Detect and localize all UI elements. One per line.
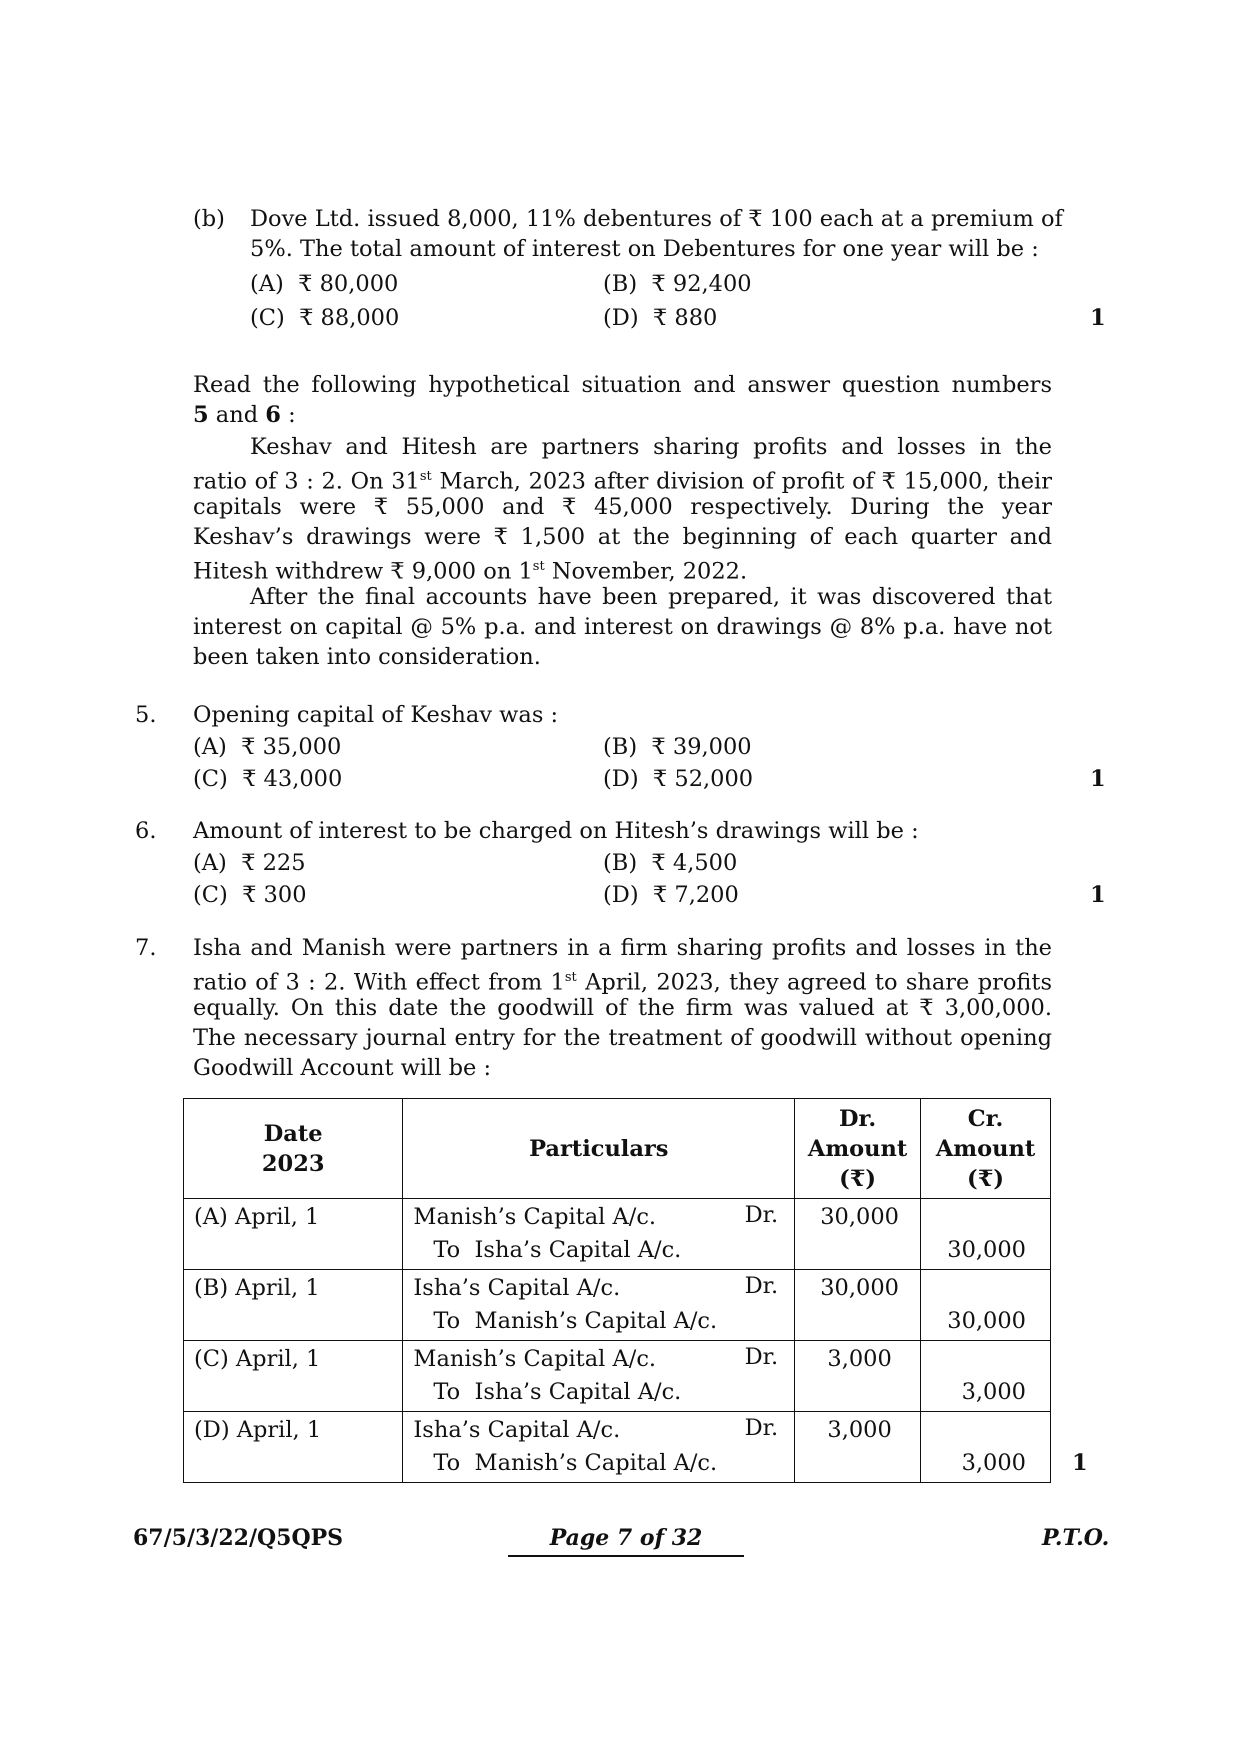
page-number: Page 7 of 32	[508, 1525, 744, 1557]
option-d: (D) ₹ 52,000	[603, 766, 754, 792]
case-paragraph2-line3: been taken into consideration.	[193, 644, 541, 670]
dr-amount-cell: 30,000	[795, 1199, 921, 1270]
cr-amount-header: Cr. Amount (₹)	[921, 1099, 1051, 1199]
question-6-text: Amount of interest to be charged on Hitesh’s drawings will be :	[193, 818, 919, 844]
option-d: (D) ₹ 880	[603, 305, 718, 331]
date-cell: (B) April, 1	[184, 1270, 403, 1341]
table-row	[184, 1199, 1051, 1270]
question-7-text-line4: The necessary journal entry for the treatment of goodwill without opening	[193, 1025, 1052, 1051]
dr-amount-cell: 3,000	[795, 1341, 921, 1412]
option-a: (A) ₹ 225	[193, 850, 306, 876]
dr-amount-header: Dr. Amount (₹)	[795, 1099, 921, 1199]
cr-amount-cell: 30,000	[921, 1270, 1051, 1341]
question-5-text: Opening capital of Keshav was :	[193, 702, 559, 728]
option-b: (B) ₹ 92,400	[603, 271, 752, 297]
case-paragraph1-line5: Hitesh withdrew ₹ 9,000 on 1st November, 2022.	[193, 558, 748, 585]
question-7-text-line3: equally. On this date the goodwill of the firm was valued at ₹ 3,00,000.	[193, 995, 1052, 1021]
table-header-row	[184, 1099, 1051, 1199]
cr-amount-cell: 3,000	[921, 1341, 1051, 1412]
journal-entry-table	[183, 1098, 1051, 1483]
question-4b-label: (b)	[193, 206, 225, 232]
particulars-cell: Manish’s Capital A/c. Dr. To Isha’s Capital A/c.	[403, 1199, 795, 1270]
option-a: (A) ₹ 35,000	[193, 734, 342, 760]
particulars-cell: Isha’s Capital A/c. Dr. To Manish’s Capital A/c.	[403, 1412, 795, 1483]
option-c: (C) ₹ 88,000	[250, 305, 400, 331]
question-6-number: 6.	[135, 818, 157, 844]
question-7-text-line1: Isha and Manish were partners in a firm sharing profits and losses in the	[193, 935, 1052, 961]
date-cell: (D) April, 1	[184, 1412, 403, 1483]
option-b: (B) ₹ 4,500	[603, 850, 738, 876]
case-paragraph1-line1: Keshav and Hitesh are partners sharing profits and losses in the	[250, 434, 1052, 460]
date-cell: (A) April, 1	[184, 1199, 403, 1270]
cr-amount-cell: 3,000	[921, 1412, 1051, 1483]
option-d: (D) ₹ 7,200	[603, 882, 739, 908]
case-intro-line2: 5 and 6 :	[193, 402, 296, 428]
case-paragraph1-line4: Keshav’s drawings were ₹ 1,500 at the beginning of each quarter and	[193, 524, 1052, 550]
paper-code: 67/5/3/22/Q5QPS	[133, 1525, 344, 1551]
question-4b-text-line2: 5%. The total amount of interest on Debentures for one year will be :	[250, 236, 1039, 262]
table-row	[184, 1270, 1051, 1341]
option-b: (B) ₹ 39,000	[603, 734, 752, 760]
date-cell: (C) April, 1	[184, 1341, 403, 1412]
table-row	[184, 1341, 1051, 1412]
question-4b-text-line1: Dove Ltd. issued 8,000, 11% debentures of ₹ 100 each at a premium of	[250, 206, 1063, 232]
option-c: (C) ₹ 43,000	[193, 766, 343, 792]
marks: 1	[1090, 305, 1106, 331]
case-paragraph2-line1: After the final accounts have been prepared, it was discovered that	[250, 584, 1052, 610]
date-header: Date 2023	[184, 1099, 403, 1199]
dr-amount-cell: 3,000	[795, 1412, 921, 1483]
table-row	[184, 1412, 1051, 1483]
case-paragraph2-line2: interest on capital @ 5% p.a. and interest on drawings @ 8% p.a. have not	[193, 614, 1052, 640]
dr-amount-cell: 30,000	[795, 1270, 921, 1341]
option-a: (A) ₹ 80,000	[250, 271, 399, 297]
particulars-cell: Manish’s Capital A/c. Dr. To Isha’s Capital A/c.	[403, 1341, 795, 1412]
particulars-header: Particulars	[403, 1099, 795, 1199]
case-paragraph1-line3: capitals were ₹ 55,000 and ₹ 45,000 respectively. During the year	[193, 494, 1052, 520]
question-5-number: 5.	[135, 702, 157, 728]
question-7-text-line2: ratio of 3 : 2. With effect from 1st April, 2023, they agreed to share profits	[193, 969, 1053, 996]
question-7-number: 7.	[135, 935, 157, 961]
case-paragraph1-line2: ratio of 3 : 2. On 31st March, 2023 after division of profit of ₹ 15,000, their	[193, 468, 1053, 495]
question-7-text-line5: Goodwill Account will be :	[193, 1055, 492, 1081]
particulars-cell: Isha’s Capital A/c. Dr. To Manish’s Capital A/c.	[403, 1270, 795, 1341]
pto-label: P.T.O.	[1042, 1525, 1110, 1551]
cr-amount-cell: 30,000	[921, 1199, 1051, 1270]
marks: 1	[1072, 1450, 1088, 1476]
case-intro-line1: Read the following hypothetical situation and answer question numbers	[193, 372, 1052, 398]
option-c: (C) ₹ 300	[193, 882, 307, 908]
marks: 1	[1090, 766, 1106, 792]
marks: 1	[1090, 882, 1106, 908]
